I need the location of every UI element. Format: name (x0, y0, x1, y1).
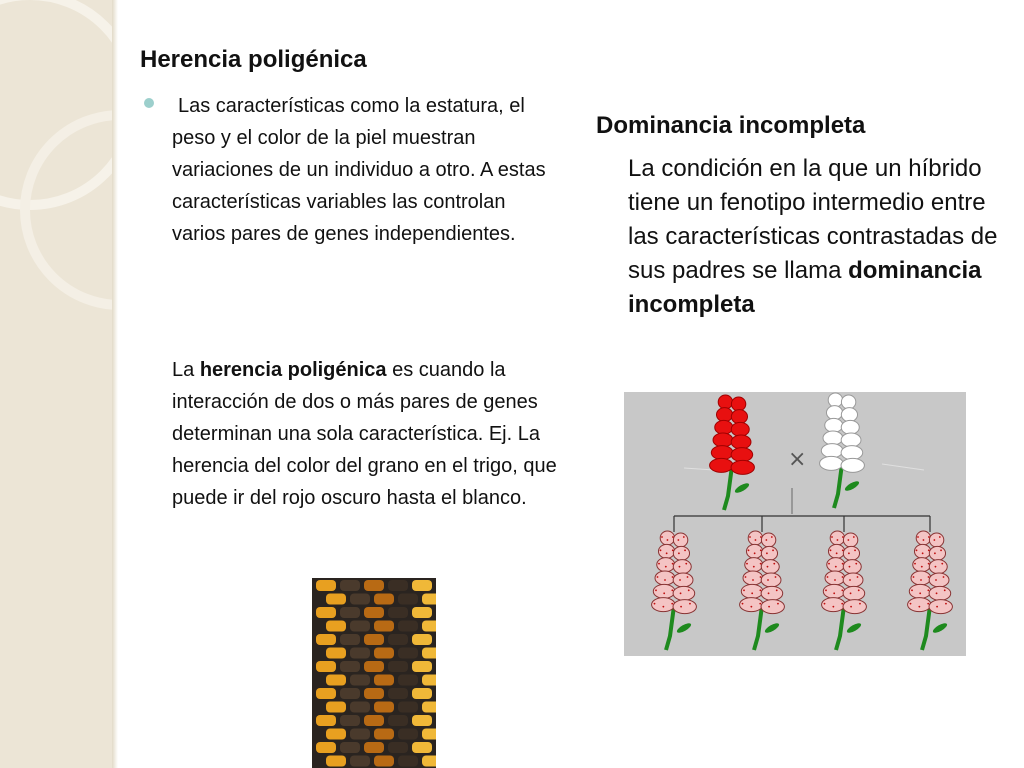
petal-dot (834, 579, 836, 581)
petal-dot (827, 576, 829, 578)
petal-dot (759, 603, 761, 605)
petal-dot (672, 563, 674, 565)
cross-symbol: × (788, 447, 807, 472)
flower-petal (673, 546, 689, 560)
flower-petal (745, 558, 763, 572)
flower-petal (929, 586, 951, 600)
corn-kernels-graphic (312, 578, 436, 768)
corn-kernel (316, 607, 336, 618)
petal-dot (833, 592, 835, 594)
flower-petal (713, 433, 733, 447)
corn-kernel (340, 742, 360, 753)
corn-kernel (364, 607, 384, 618)
petal-dot (760, 549, 762, 551)
corn-kernel (350, 621, 370, 632)
flower-petal (741, 584, 763, 598)
polygenic-definition (172, 354, 562, 514)
petal-dot (936, 606, 938, 608)
polygenic-bullet-text (172, 90, 552, 250)
flower-petal (715, 420, 733, 434)
corn-kernel (388, 580, 408, 591)
petal-dot (935, 566, 937, 568)
corn-kernel (326, 621, 346, 632)
corn-kernel (398, 702, 418, 713)
petal-dot (854, 549, 856, 551)
flower-petal (843, 600, 866, 614)
corn-kernel (412, 661, 432, 672)
corn-kernel (350, 675, 370, 686)
corn-kernel (340, 661, 360, 672)
definition-bold-term: dominancia incompleta (628, 257, 982, 318)
petal-dot (917, 536, 919, 538)
petal-dot (910, 603, 912, 605)
corn-kernel (326, 648, 346, 659)
corn-kernel (350, 594, 370, 605)
flower-petal (761, 586, 783, 600)
petal-dot (943, 576, 945, 578)
flower-petal (841, 446, 863, 460)
flower-petal (748, 531, 762, 545)
petal-dot (688, 589, 690, 591)
flower-petal (908, 598, 931, 612)
flower-petal (731, 397, 745, 411)
flower-petal (761, 573, 781, 587)
flower-petal (740, 598, 763, 612)
petal-dot (913, 576, 915, 578)
petal-dot (945, 603, 947, 605)
petal-dot (847, 539, 849, 541)
flower-stem (724, 466, 732, 510)
flower-petal (914, 544, 930, 558)
petal-dot (772, 549, 774, 551)
flower-petal (743, 571, 763, 585)
flower-petal (731, 460, 754, 474)
flower-petal (841, 420, 859, 434)
petal-dot (939, 536, 941, 538)
corn-kernel (316, 688, 336, 699)
decorative-side-band (0, 0, 114, 768)
flower-petal (841, 395, 855, 409)
corn-kernel (422, 756, 436, 767)
corn-kernel (412, 634, 432, 645)
corn-kernel (398, 648, 418, 659)
flower-petal (761, 546, 777, 560)
petal-dot (830, 549, 832, 551)
corn-kernel (364, 580, 384, 591)
petal-dot (858, 589, 860, 591)
petal-dot (914, 563, 916, 565)
corn-kernel (364, 688, 384, 699)
corn-kernel (374, 702, 394, 713)
corn-kernel (374, 621, 394, 632)
petal-dot (766, 552, 768, 554)
flower-petal (909, 584, 931, 598)
petal-dot (654, 603, 656, 605)
petal-dot (751, 592, 753, 594)
petal-dot (775, 576, 777, 578)
flower-petal (673, 600, 696, 614)
petal-dot (933, 539, 935, 541)
petal-dot (920, 579, 922, 581)
petal-dot (660, 549, 662, 551)
petal-dot (689, 603, 691, 605)
petal-dot (677, 539, 679, 541)
petal-dot (742, 603, 744, 605)
petal-dot (928, 563, 930, 565)
corn-kernel (364, 634, 384, 645)
petal-dot (934, 552, 936, 554)
petal-dot (928, 549, 930, 551)
petal-dot (835, 566, 837, 568)
petal-dot (745, 576, 747, 578)
flower-petal (929, 546, 945, 560)
petal-dot (841, 603, 843, 605)
petal-dot (664, 579, 666, 581)
flower-petal (843, 560, 861, 574)
flower-petal (731, 448, 753, 462)
corn-kernel (350, 756, 370, 767)
petal-dot (836, 552, 838, 554)
petal-dot (928, 576, 930, 578)
petal-dot (922, 552, 924, 554)
definition-bold-term: herencia poligénica (199, 359, 387, 381)
petal-dot (754, 552, 756, 554)
flower-stem (666, 606, 674, 650)
petal-dot (678, 552, 680, 554)
petal-dot (755, 539, 757, 541)
flower-petal (827, 558, 845, 572)
corn-kernel (326, 675, 346, 686)
flower-petal (660, 531, 674, 545)
corn-kernel (422, 648, 436, 659)
corn-kernel (326, 702, 346, 713)
flower-petal (929, 533, 943, 547)
flower-petal (655, 571, 675, 585)
definition-prefix: La (172, 359, 200, 381)
petal-dot (927, 589, 929, 591)
flower-cross-graphic (624, 392, 966, 656)
petal-dot (911, 589, 913, 591)
petal-dot (685, 563, 687, 565)
petal-dot (680, 592, 682, 594)
flower-petal (843, 533, 857, 547)
corn-kernel (326, 594, 346, 605)
corn-kernel (316, 580, 336, 591)
petal-dot (936, 592, 938, 594)
corn-kernel (350, 702, 370, 713)
corn-kernel (340, 580, 360, 591)
flower-petal (653, 584, 675, 598)
definition-text: La condición en la que un híbrido tiene un fenotipo intermedio entre las características contrastadas de sus padres se llama (628, 155, 998, 284)
petal-dot (842, 536, 844, 538)
petal-dot (661, 536, 663, 538)
corn-kernel (388, 715, 408, 726)
flower-petal (673, 533, 687, 547)
petal-dot (849, 566, 851, 568)
petal-dot (928, 536, 930, 538)
flower-petal (841, 458, 864, 472)
petal-dot (850, 592, 852, 594)
petal-dot (828, 563, 830, 565)
flower-petal (841, 433, 861, 447)
flower-petal (761, 600, 784, 614)
corn-kernel (398, 675, 418, 686)
corn-kernel (398, 756, 418, 767)
petal-dot (683, 536, 685, 538)
petal-dot (831, 536, 833, 538)
petal-dot (759, 589, 761, 591)
petal-dot (919, 592, 921, 594)
band-edge-shadow (112, 0, 118, 768)
flower-petal (673, 560, 691, 574)
flower-petal (731, 435, 751, 449)
petal-dot (773, 563, 775, 565)
petal-dot (655, 589, 657, 591)
petal-dot (777, 603, 779, 605)
corn-kernel (350, 729, 370, 740)
flower-petal (731, 422, 749, 436)
flower-petal (820, 456, 843, 470)
flowers-group (652, 393, 953, 650)
flower-petal (843, 546, 859, 560)
petal-dot (666, 552, 668, 554)
incomplete-dominance-text (628, 152, 998, 322)
flower-stem (836, 606, 844, 650)
petal-dot (921, 566, 923, 568)
corn-kernel (316, 661, 336, 672)
flower-leaf (764, 621, 781, 634)
petal-dot (916, 549, 918, 551)
petal-dot (859, 603, 861, 605)
flower-petal (716, 408, 732, 422)
corn-kernel (316, 634, 336, 645)
flower-leaf (734, 481, 751, 494)
corn-kernel (374, 594, 394, 605)
corn-kernel (326, 729, 346, 740)
corn-kernel (364, 742, 384, 753)
corn-kernel (388, 634, 408, 645)
petal-dot (857, 576, 859, 578)
flower-petal (828, 544, 844, 558)
flower-petal (673, 586, 695, 600)
petal-dot (927, 603, 929, 605)
flower-petal (746, 544, 762, 558)
corn-kernel (398, 729, 418, 740)
flower-petal (731, 410, 747, 424)
flower-leaf (676, 621, 693, 634)
petal-dot (672, 536, 674, 538)
corn-kernel (388, 661, 408, 672)
corn-kernel (340, 634, 360, 645)
petal-dot (768, 592, 770, 594)
petal-dot (825, 589, 827, 591)
petal-dot (855, 563, 857, 565)
petal-dot (832, 606, 834, 608)
petal-dot (837, 539, 839, 541)
flower-petal (843, 573, 863, 587)
petal-dot (657, 576, 659, 578)
petal-dot (842, 549, 844, 551)
petal-dot (841, 589, 843, 591)
corn-kernel (388, 742, 408, 753)
petal-dot (665, 566, 667, 568)
flower-petal (911, 571, 931, 585)
corn-kernel (374, 648, 394, 659)
petal-dot (679, 566, 681, 568)
bullet-text-span: Las características como la estatura, el peso y el color de la piel muestran variaciones de un individuo a otro. A estas características variables las controlan varios pares de genes independientes. (172, 95, 546, 245)
flower-petal (711, 446, 733, 460)
corn-kernel (340, 607, 360, 618)
corn-kernel (374, 729, 394, 740)
corn-kernel (422, 729, 436, 740)
corn-kernel (364, 661, 384, 672)
petal-dot (748, 549, 750, 551)
flower-petal (913, 558, 931, 572)
corn-kernel (412, 688, 432, 699)
definition-rest: es cuando la interacción de dos o más pares de genes determinan una sola característica. Ej. La herencia del color del grano en el trigo, que puede ir del rojo oscuro hasta el blanco. (172, 359, 557, 509)
petal-dot (667, 539, 669, 541)
petal-dot (940, 549, 942, 551)
petal-dot (765, 539, 767, 541)
petal-dot (848, 552, 850, 554)
petal-dot (850, 606, 852, 608)
corn-kernel (412, 742, 432, 753)
flower-petal (673, 573, 693, 587)
petal-dot (760, 563, 762, 565)
petal-dot (684, 549, 686, 551)
flower-leaf (844, 479, 861, 492)
corn-kernel (388, 688, 408, 699)
petal-dot (768, 606, 770, 608)
petal-dot (767, 566, 769, 568)
petal-dot (923, 539, 925, 541)
corn-kernel (316, 742, 336, 753)
petal-dot (935, 579, 937, 581)
flower-petal (825, 418, 843, 432)
petal-dot (842, 576, 844, 578)
petal-dot (753, 566, 755, 568)
flower-leaf (932, 621, 949, 634)
flower-petal (825, 571, 845, 585)
corn-kernel (422, 702, 436, 713)
flower-petal (916, 531, 930, 545)
petal-dot (824, 603, 826, 605)
incomplete-dominance-title: Dominancia incompleta (596, 112, 866, 139)
corn-kernel (364, 715, 384, 726)
petal-dot (760, 536, 762, 538)
petal-dot (658, 563, 660, 565)
petal-dot (680, 606, 682, 608)
petal-dot (760, 576, 762, 578)
corn-kernel (350, 648, 370, 659)
flower-stem (754, 606, 762, 650)
petal-dot (746, 563, 748, 565)
flower-petal (761, 533, 775, 547)
petal-dot (842, 563, 844, 565)
petal-dot (944, 589, 946, 591)
flower-stem (834, 464, 842, 508)
corn-kernel (412, 607, 432, 618)
petal-dot (749, 536, 751, 538)
petal-dot (752, 579, 754, 581)
corn-kernel (374, 756, 394, 767)
flower-leaf (846, 621, 863, 634)
corn-kernel (374, 675, 394, 686)
petal-dot (662, 606, 664, 608)
corn-kernel (388, 607, 408, 618)
petal-dot (771, 536, 773, 538)
corn-kernel (340, 688, 360, 699)
petal-dot (663, 592, 665, 594)
petal-dot (671, 589, 673, 591)
corn-ear-image (312, 578, 436, 768)
petal-dot (679, 579, 681, 581)
flower-petal (823, 431, 843, 445)
petal-dot (776, 589, 778, 591)
petal-dot (849, 579, 851, 581)
flower-petal (826, 406, 842, 420)
polygenic-title: Herencia poligénica (140, 46, 367, 73)
corn-kernel (422, 621, 436, 632)
corn-kernel (422, 594, 436, 605)
corn-kernel (398, 594, 418, 605)
flower-petal (657, 558, 675, 572)
flower-petal (929, 560, 947, 574)
petal-dot (672, 576, 674, 578)
flower-petal (652, 598, 675, 612)
petal-dot (918, 606, 920, 608)
petal-dot (941, 563, 943, 565)
flower-petal (929, 573, 949, 587)
corn-kernel (422, 675, 436, 686)
corn-kernel (398, 621, 418, 632)
flower-petal (822, 598, 845, 612)
petal-dot (750, 606, 752, 608)
petal-dot (672, 549, 674, 551)
flower-petal (828, 393, 842, 407)
petal-dot (767, 579, 769, 581)
flower-petal (658, 544, 674, 558)
flower-petal (718, 395, 732, 409)
flower-petal (710, 458, 733, 472)
flower-petal (929, 600, 952, 614)
corn-kernel (412, 715, 432, 726)
snapdragon-cross-diagram (624, 392, 966, 656)
flower-petal (823, 584, 845, 598)
flower-petal (761, 560, 779, 574)
bullet-icon (144, 98, 154, 108)
faint-line (882, 464, 924, 470)
corn-kernel (316, 715, 336, 726)
flower-petal (843, 586, 865, 600)
corn-kernel (340, 715, 360, 726)
petal-dot (671, 603, 673, 605)
petal-dot (687, 576, 689, 578)
flower-stem (922, 606, 930, 650)
flower-petal (841, 408, 857, 422)
flower-petal (830, 531, 844, 545)
corn-kernel (326, 756, 346, 767)
petal-dot (853, 536, 855, 538)
petal-dot (743, 589, 745, 591)
flower-petal (821, 444, 843, 458)
corn-kernel (412, 580, 432, 591)
